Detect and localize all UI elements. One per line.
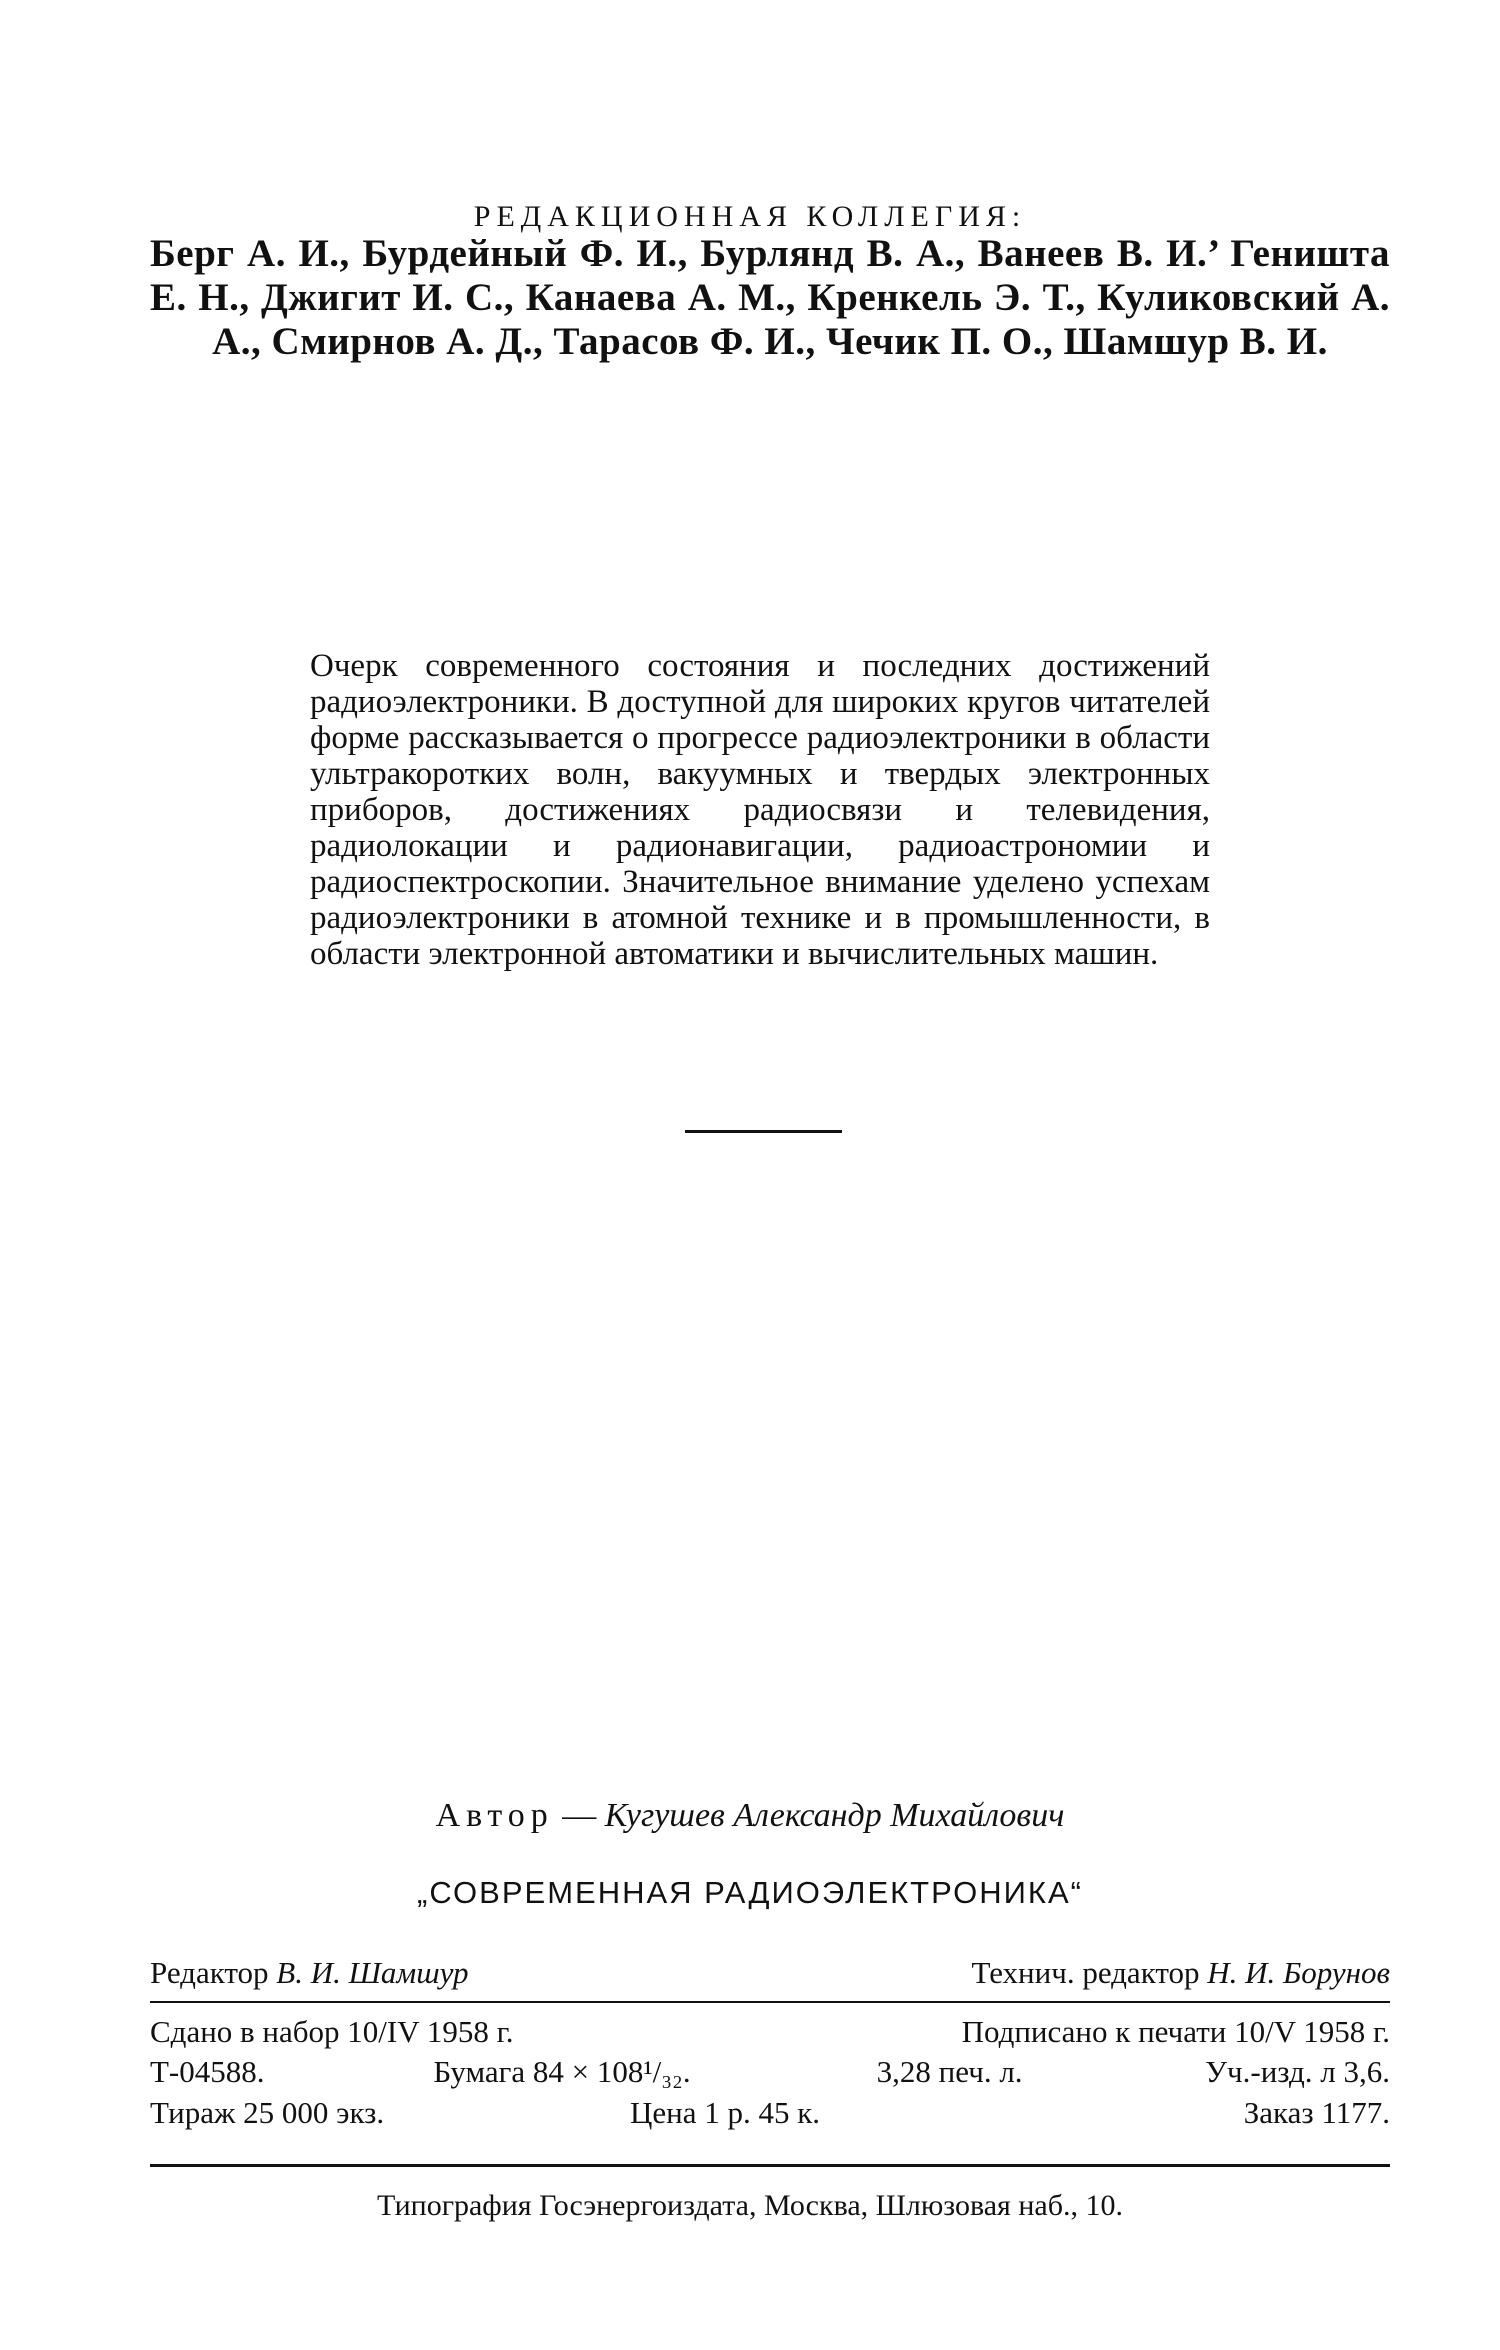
paper-format: Бумага 84 × 108¹/₃₂. [433,2054,691,2089]
author-label: Автор [435,1797,554,1834]
editor-credit [150,1955,468,1991]
author-line [0,1797,1500,1835]
editor-label: Редактор [150,1955,269,1990]
book-title: „СОВРЕМЕННАЯ РАДИОЭЛЕКТРОНИКА“ [417,1875,1083,1910]
imprint-row-format [150,2054,1390,2090]
tech-editor-credit [971,1955,1390,1991]
editors-row [150,1955,1390,1991]
imprint-row-dates [150,2014,1390,2050]
editor-name: В. И. Шамшур [276,1955,469,1990]
print-run: Тираж 25 000 экз. [150,2095,385,2130]
tech-editor-label: Технич. редактор [971,1955,1200,1990]
tech-editor-name: Н. И. Борунов [1207,1955,1390,1990]
print-sheets: 3,28 печ. л. [876,2054,1023,2089]
author-name: Кугушев Александр Михайлович [604,1797,1065,1834]
imprint-top-rule [150,2001,1390,2003]
editorial-board-members: Берг А. И., Бурдейный Ф. И., Бурлянд В. А., Ванеев В. И.’ Геништа Е. Н., Джигит И. С., Канаева А. М., Кренкель Э. Т., Куликовский А. А., Смирнов А. Д., Тарасов Ф. И., Чечик П. О., Шамшур В. И. [150,232,1390,363]
printing-house: Типография Госэнергоиздата, Москва, Шлюзовая наб., 10. [377,2189,1123,2222]
author-dash: — [553,1797,605,1834]
imprint-bottom-rule [150,2164,1390,2167]
price: Цена 1 р. 45 к. [630,2095,821,2130]
editorial-board-heading: РЕДАКЦИОННАЯ КОЛЛЕГИЯ: [473,200,1027,233]
book-annotation: Очерк современного состояния и последних достижений радиоэлектроники. В доступной для широких кругов читателей форме рассказывается о прогрессе радиоэлектроники в области ультракоротких волн, вакуумных и твердых электронных приборов, достижениях радиосвязи и телевидения, радиолокации и радионавигации, радиоастрономии и радиоспектроскопии. Значительное внимание уделено успехам радиоэлектроники в атомной технике и в промышленности, в области электронной автоматики и вычислительных машин. [310,648,1210,972]
order-number: Заказ 1177. [1243,2095,1390,2130]
submitted-date: Сдано в набор 10/IV 1958 г. [150,2014,514,2049]
publisher-sheets: Уч.-изд. л 3,6. [1205,2054,1390,2089]
imprint-row-run [150,2095,1390,2131]
signed-date: Подписано к печати 10/V 1958 г. [961,2014,1390,2049]
license-code: Т-04588. [150,2054,265,2089]
separator-rule [685,1130,842,1133]
